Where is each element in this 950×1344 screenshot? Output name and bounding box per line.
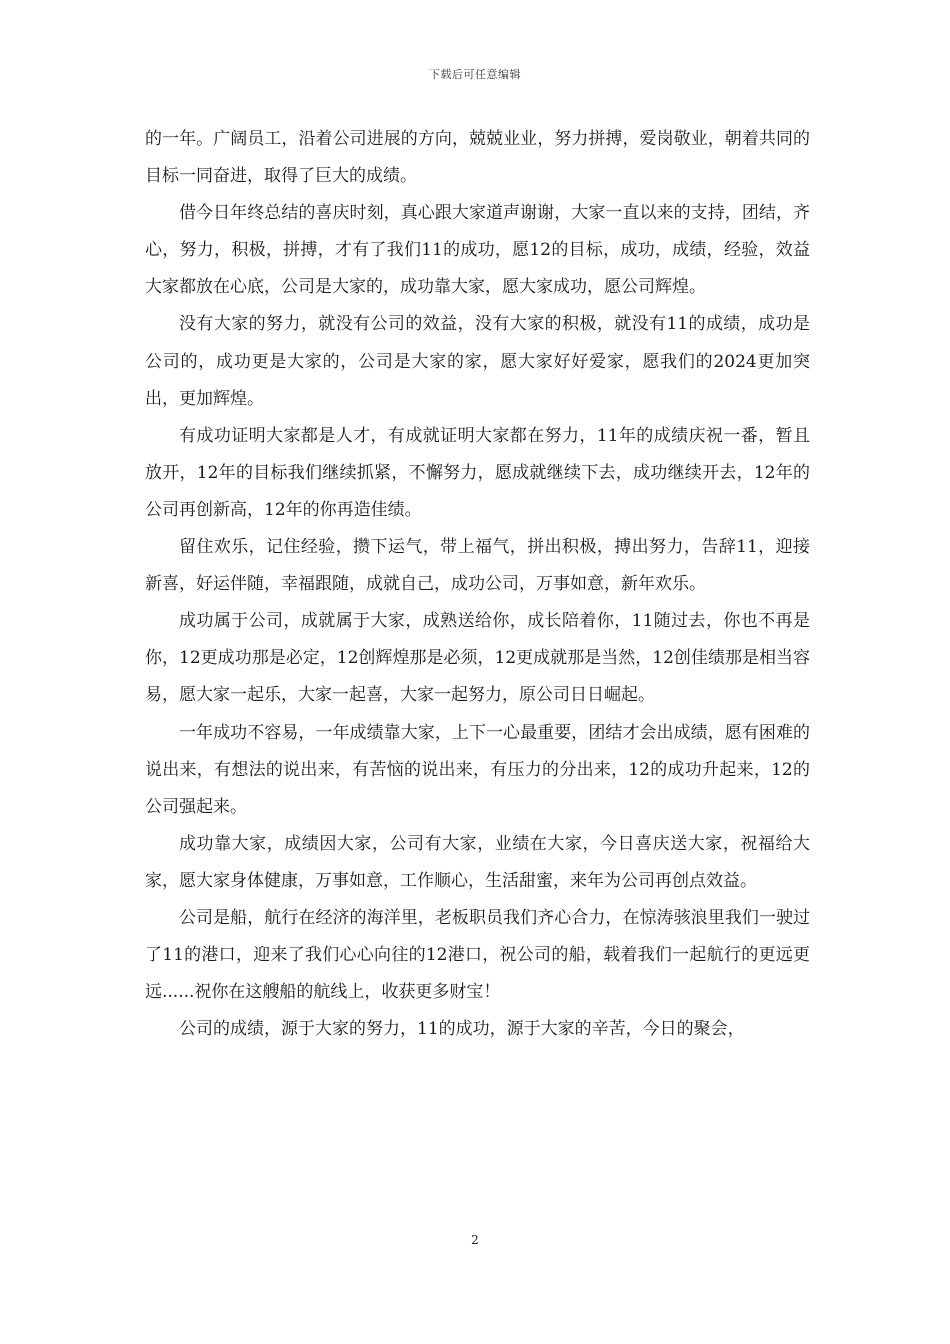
page-number: 2	[471, 1233, 479, 1247]
paragraph-8: 成功靠大家，成绩因大家，公司有大家，业绩在大家，今日喜庆送大家，祝福给大家，愿大家身体健康，万事如意，工作顺心，生活甜蜜，来年为公司再创点效益。	[145, 833, 810, 891]
paragraph-2: 借今日年终总结的喜庆时刻，真心跟大家道声谢谢，大家一直以来的支持，团结，齐心，努力，积极，拼搏，才有了我们11的成功，愿12的目标，成功，成绩，经验，效益大家都放在心底，公司是大家的，成功靠大家，愿大家成功，愿公司辉煌。	[145, 203, 810, 298]
paragraph-4: 有成功证明大家都是人才，有成就证明大家都在努力，11年的成绩庆祝一番，暂且放开，12年的目标我们继续抓紧，不懈努力，愿成就继续下去，成功继续开去，12年的公司再创新高，12年的你再造佳绩。	[145, 425, 810, 520]
paragraph-10: 公司的成绩，源于大家的努力，11的成功，源于大家的辛苦，今日的聚会，	[179, 1019, 745, 1040]
paragraph-5: 留住欢乐，记住经验，攒下运气，带上福气，拼出积极，搏出努力，告辞11，迎接新喜，好运伴随，幸福跟随，成就自己，成功公司，万事如意，新年欢乐。	[145, 537, 810, 595]
document-body	[145, 121, 810, 1048]
paragraph-7: 一年成功不容易，一年成绩靠大家，上下一心最重要，团结才会出成绩，愿有困难的说出来，有想法的说出来，有苦恼的说出来，有压力的分出来，12的成功升起来，12的公司强起来。	[145, 722, 810, 817]
paragraph-3: 没有大家的努力，就没有公司的效益，没有大家的积极，就没有11的成绩，成功是公司的，成功更是大家的，公司是大家的家，愿大家好好爱家，愿我们的2024更加突出，更加辉煌。	[145, 314, 810, 409]
page-header: 下载后可任意编辑	[429, 68, 521, 81]
paragraph-1: 的一年。广阔员工，沿着公司进展的方向，兢兢业业，努力拼搏，爱岗敬业，朝着共同的目标一同奋进，取得了巨大的成绩。	[145, 129, 810, 187]
paragraph-9: 公司是船，航行在经济的海洋里，老板职员我们齐心合力，在惊涛骇浪里我们一驶过了11的港口，迎来了我们心心向往的12港口，祝公司的船，载着我们一起航行的更远更远......祝你在这艘船的航线上，收获更多财宝！	[145, 907, 810, 1003]
paragraph-6: 成功属于公司，成就属于大家，成熟送给你，成长陪着你，11随过去，你也不再是你，12更成功那是必定，12创辉煌那是必须，12更成就那是当然，12创佳绩那是相当容易，愿大家一起乐，大家一起喜，大家一起努力，原公司日日崛起。	[145, 611, 810, 706]
